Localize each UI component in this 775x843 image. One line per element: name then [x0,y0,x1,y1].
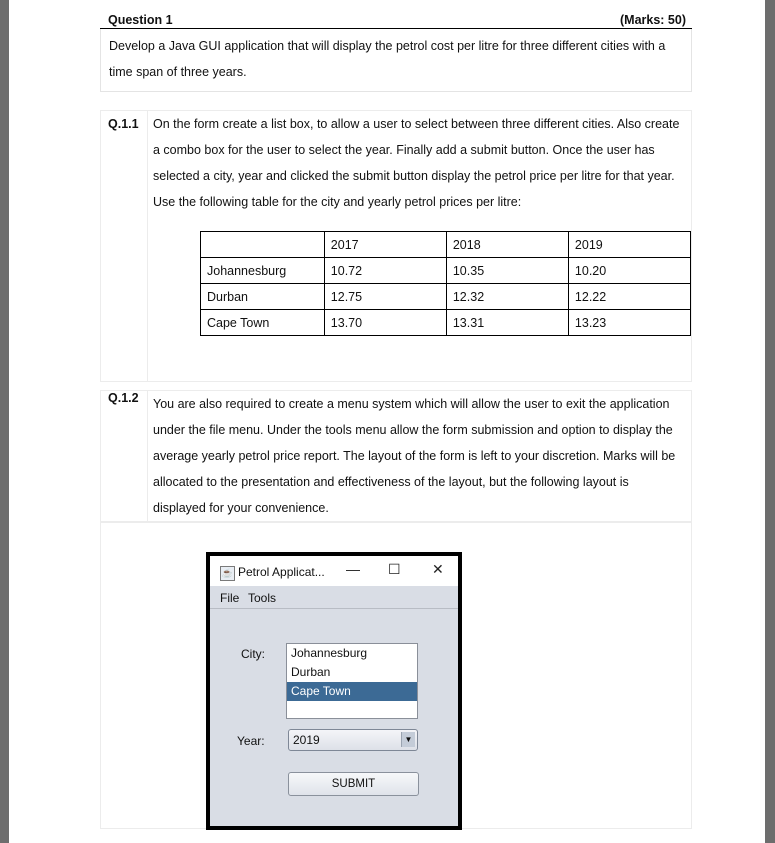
maximize-button[interactable]: ☐ [388,561,401,577]
year-label: Year: [237,734,265,748]
table-cell: Durban [201,284,325,310]
table-cell: 13.70 [324,310,446,336]
table-cell: 12.75 [324,284,446,310]
table-cell: 10.35 [446,258,568,284]
table-cell: Johannesburg [201,258,325,284]
window-body [210,556,458,826]
q1-2-block [100,390,692,522]
city-list-box[interactable] [286,643,418,719]
window-titlebar[interactable] [210,556,458,586]
year-selected-value: 2019 [293,733,320,747]
table-cell: 10.20 [568,258,690,284]
table-header-cell: 2017 [324,232,446,258]
java-app-icon: ☕ [220,566,235,581]
city-label: City: [241,647,265,661]
q1-2-number: Q.1.2 [108,391,139,405]
menu-tools[interactable]: Tools [248,591,277,605]
table-cell: 12.32 [446,284,568,310]
year-combo-box[interactable] [288,729,418,751]
window-title: Petrol Applicat... [238,565,325,579]
q1-1-number: Q.1.1 [108,117,139,131]
minimize-button[interactable]: — [346,561,360,577]
column-divider [147,391,148,521]
table-cell: 12.22 [568,284,690,310]
marks-label: (Marks: 50) [620,13,686,27]
question-title: Question 1 [108,13,173,27]
intro-paragraph: Develop a Java GUI application that will display the petrol cost per litre for three different cities with a time span of three years. [100,29,692,92]
list-item-selected[interactable]: Cape Town [287,682,417,701]
table-cell: 13.23 [568,310,690,336]
table-header-row [201,232,691,258]
viewer-right-edge [765,0,775,843]
q1-1-text: On the form create a list box, to allow a user to select between three different cities. Also create a combo box for the user to select the year. Finally add a submit button. Once the user has selected a city, year and clicked the submit button display the petrol price per litre for that year. Use the following table for the city and yearly petrol prices per litre: [153,117,680,209]
petrol-price-table [200,231,691,336]
viewer-left-edge [0,0,9,843]
q1-2-text: You are also required to create a menu system which will allow the user to exit the application under the file menu. Under the tools menu allow the form submission and option to display the average yearly petrol price report. The layout of the form is left to your discretion. Marks will be allocated to the presentation and effectiveness of the layout, but the following layout is displayed for your convenience. [153,397,676,515]
table-header-cell: 2018 [446,232,568,258]
menu-file[interactable]: File [220,591,240,605]
table-cell: 10.72 [324,258,446,284]
table-header-cell [201,232,325,258]
list-item[interactable]: Johannesburg [291,646,368,660]
table-row [201,258,691,284]
list-item[interactable]: Durban [291,665,331,679]
submit-button[interactable]: SUBMIT [288,772,419,796]
table-header-cell: 2019 [568,232,690,258]
table-row [201,310,691,336]
menu-bar [210,586,458,609]
petrol-application-window [206,552,462,830]
question-header [100,8,692,29]
table-cell: 13.31 [446,310,568,336]
dropdown-arrow-icon[interactable]: ▼ [401,732,415,747]
table-cell: Cape Town [201,310,325,336]
column-divider [147,111,148,381]
table-row [201,284,691,310]
close-button[interactable]: ✕ [432,561,444,577]
q1-1-block [100,110,692,382]
